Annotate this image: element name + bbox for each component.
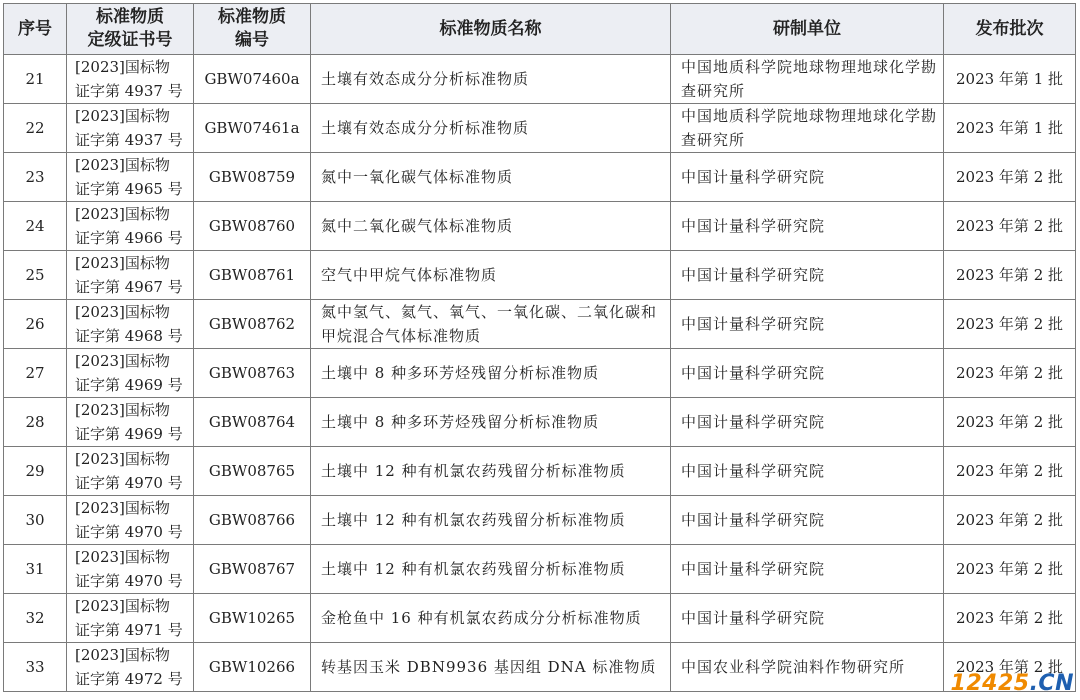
table-row (4, 202, 1076, 251)
cell-no: 31 (4, 545, 67, 594)
table-row (4, 447, 1076, 496)
cell-release-batch: 2023 年第 2 批 (944, 643, 1076, 692)
cell-cert-number: [2023]国标物 证字第 4966 号 (67, 202, 194, 251)
cell-no: 29 (4, 447, 67, 496)
table-row (4, 594, 1076, 643)
cell-material-code: GBW08766 (194, 496, 311, 545)
header-material-code: 标准物质 编号 (194, 4, 311, 55)
cell-material-name: 土壤中 12 种有机氯农药残留分析标准物质 (311, 496, 671, 545)
cell-material-name: 氮中氢气、氦气、氧气、一氧化碳、二氧化碳和甲烷混合气体标准物质 (311, 300, 671, 349)
cell-developer-unit: 中国地质科学院地球物理地球化学勘查研究所 (671, 55, 944, 104)
cell-material-code: GBW08760 (194, 202, 311, 251)
cell-developer-unit: 中国农业科学院油料作物研究所 (671, 643, 944, 692)
cell-cert-number: [2023]国标物 证字第 4969 号 (67, 349, 194, 398)
cell-no: 30 (4, 496, 67, 545)
cell-no: 32 (4, 594, 67, 643)
cell-material-name: 土壤中 12 种有机氯农药残留分析标准物质 (311, 447, 671, 496)
table-header-row (4, 4, 1076, 55)
cell-release-batch: 2023 年第 2 批 (944, 349, 1076, 398)
cell-no: 26 (4, 300, 67, 349)
cell-release-batch: 2023 年第 2 批 (944, 545, 1076, 594)
site-watermark (951, 671, 1074, 696)
cell-material-code: GBW08763 (194, 349, 311, 398)
cell-no: 22 (4, 104, 67, 153)
cell-developer-unit: 中国计量科学研究院 (671, 545, 944, 594)
header-cert-number: 标准物质 定级证书号 (67, 4, 194, 55)
table-row (4, 104, 1076, 153)
table-body (4, 55, 1076, 692)
table-row (4, 153, 1076, 202)
cell-no: 33 (4, 643, 67, 692)
cell-release-batch: 2023 年第 2 批 (944, 300, 1076, 349)
cell-cert-number: [2023]国标物 证字第 4967 号 (67, 251, 194, 300)
cell-cert-number: [2023]国标物 证字第 4971 号 (67, 594, 194, 643)
table-row (4, 300, 1076, 349)
cell-material-code: GBW08764 (194, 398, 311, 447)
cell-material-name: 土壤中 12 种有机氯农药残留分析标准物质 (311, 545, 671, 594)
cell-material-code: GBW08767 (194, 545, 311, 594)
cell-material-code: GBW08762 (194, 300, 311, 349)
watermark-domain: .CN (1029, 671, 1074, 696)
cell-material-code: GBW08765 (194, 447, 311, 496)
cell-developer-unit: 中国计量科学研究院 (671, 496, 944, 545)
cell-cert-number: [2023]国标物 证字第 4970 号 (67, 545, 194, 594)
header-no: 序号 (4, 4, 67, 55)
cell-no: 24 (4, 202, 67, 251)
cell-release-batch: 2023 年第 2 批 (944, 251, 1076, 300)
cell-developer-unit: 中国计量科学研究院 (671, 594, 944, 643)
cell-material-code: GBW07461a (194, 104, 311, 153)
table-row (4, 349, 1076, 398)
watermark-number: 12425 (950, 671, 1030, 696)
reference-material-table (3, 3, 1076, 692)
cell-material-code: GBW07460a (194, 55, 311, 104)
table-row (4, 643, 1076, 692)
cell-release-batch: 2023 年第 2 批 (944, 447, 1076, 496)
cell-cert-number: [2023]国标物 证字第 4972 号 (67, 643, 194, 692)
cell-cert-number: [2023]国标物 证字第 4970 号 (67, 447, 194, 496)
cell-release-batch: 2023 年第 1 批 (944, 104, 1076, 153)
cell-material-code: GBW10266 (194, 643, 311, 692)
cell-no: 28 (4, 398, 67, 447)
cell-release-batch: 2023 年第 2 批 (944, 153, 1076, 202)
cell-developer-unit: 中国计量科学研究院 (671, 251, 944, 300)
cell-release-batch: 2023 年第 2 批 (944, 202, 1076, 251)
cell-material-name: 土壤中 8 种多环芳烃残留分析标准物质 (311, 398, 671, 447)
cell-no: 23 (4, 153, 67, 202)
cell-material-code: GBW08759 (194, 153, 311, 202)
cell-release-batch: 2023 年第 2 批 (944, 496, 1076, 545)
cell-material-name: 氮中一氧化碳气体标准物质 (311, 153, 671, 202)
cell-material-name: 转基因玉米 DBN9936 基因组 DNA 标准物质 (311, 643, 671, 692)
cell-material-name: 土壤中 8 种多环芳烃残留分析标准物质 (311, 349, 671, 398)
cell-developer-unit: 中国计量科学研究院 (671, 349, 944, 398)
header-developer-unit: 研制单位 (671, 4, 944, 55)
cell-material-name: 金枪鱼中 16 种有机氯农药成分分析标准物质 (311, 594, 671, 643)
cell-cert-number: [2023]国标物 证字第 4937 号 (67, 104, 194, 153)
cell-material-code: GBW10265 (194, 594, 311, 643)
header-release-batch: 发布批次 (944, 4, 1076, 55)
cell-release-batch: 2023 年第 2 批 (944, 398, 1076, 447)
cell-developer-unit: 中国地质科学院地球物理地球化学勘查研究所 (671, 104, 944, 153)
cell-developer-unit: 中国计量科学研究院 (671, 447, 944, 496)
cell-developer-unit: 中国计量科学研究院 (671, 398, 944, 447)
cell-cert-number: [2023]国标物 证字第 4970 号 (67, 496, 194, 545)
cell-material-name: 氮中二氧化碳气体标准物质 (311, 202, 671, 251)
cell-cert-number: [2023]国标物 证字第 4937 号 (67, 55, 194, 104)
table-row (4, 496, 1076, 545)
table-row (4, 55, 1076, 104)
table-row (4, 251, 1076, 300)
cell-material-name: 土壤有效态成分分析标准物质 (311, 104, 671, 153)
table-row (4, 398, 1076, 447)
header-material-name: 标准物质名称 (311, 4, 671, 55)
cell-no: 25 (4, 251, 67, 300)
cell-developer-unit: 中国计量科学研究院 (671, 202, 944, 251)
cell-developer-unit: 中国计量科学研究院 (671, 300, 944, 349)
cell-no: 21 (4, 55, 67, 104)
table-row (4, 545, 1076, 594)
cell-cert-number: [2023]国标物 证字第 4969 号 (67, 398, 194, 447)
cell-material-name: 土壤有效态成分分析标准物质 (311, 55, 671, 104)
cell-developer-unit: 中国计量科学研究院 (671, 153, 944, 202)
cell-material-name: 空气中甲烷气体标准物质 (311, 251, 671, 300)
cell-material-code: GBW08761 (194, 251, 311, 300)
cell-no: 27 (4, 349, 67, 398)
cell-cert-number: [2023]国标物 证字第 4965 号 (67, 153, 194, 202)
cell-release-batch: 2023 年第 1 批 (944, 55, 1076, 104)
cell-release-batch: 2023 年第 2 批 (944, 594, 1076, 643)
cell-cert-number: [2023]国标物 证字第 4968 号 (67, 300, 194, 349)
